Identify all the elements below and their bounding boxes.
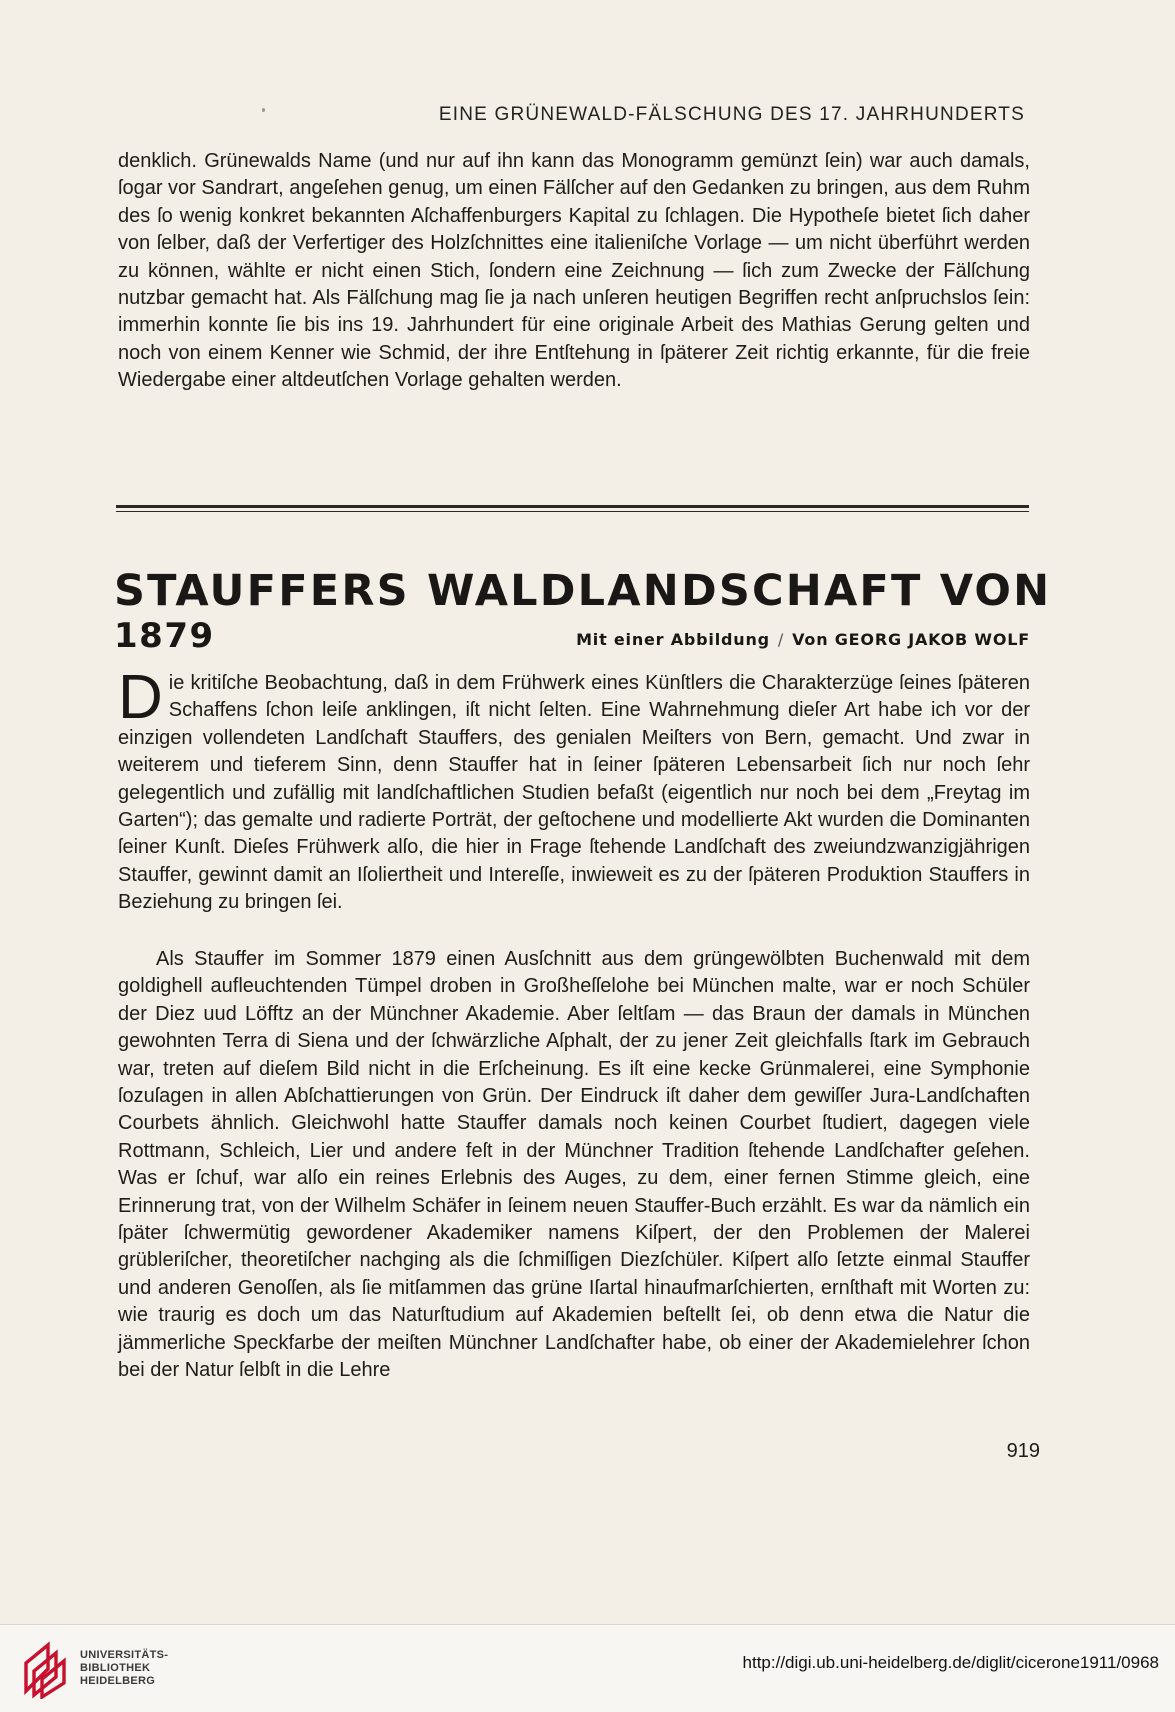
library-footer xyxy=(0,1624,1175,1712)
section-divider xyxy=(116,505,1029,512)
intro-paragraph: denklich. Grünewalds Name (und nur auf ihn kann das Monogramm gemünzt ſein) war auch damals, ſogar vor Sandrart, angeſehen genug, um einen Fälſcher auf den Gedanken zu bringen, aus dem Ruhm des ſo wenig konkret bekannten Aſchaffenburgers Kapital zu ſchlagen. Die Hypotheſe bietet ſich daher von ſelber, daß der Verfertiger des Holzſchnittes eine italieniſche Vorlage — um nicht überführt werden zu können, wählte er nicht einen Stich, ſondern eine Zeichnung — ſich zum Zwecke der Fälſchung nutzbar gemacht hat. Als Fälſchung mag ſie ja nach unſeren heutigen Begriffen recht anſpruchslos ſein: immerhin konnte ſie bis ins 19. Jahrhundert für eine originale Arbeit des Mathias Gerung gelten und noch von einem Kenner wie Schmid, der ihre Entſtehung in ſpäterer Zeit richtig erkannte, für die freie Wiedergabe einer altdeutſchen Vorlage gehalten werden. xyxy=(118,150,1030,392)
article-title-year: 1879 xyxy=(114,616,215,656)
library-name-line-2: BIBLIOTHEK xyxy=(80,1662,151,1674)
author: Von GEORG JAKOB WOLF xyxy=(792,630,1030,649)
running-head: EINE GRÜNEWALD-FÄLSCHUNG DES 17. JAHRHUNDERTS xyxy=(438,104,1025,125)
article-title-second-line xyxy=(114,616,1030,660)
article-title: STAUFFERS WALDLANDSCHAFT VON xyxy=(114,566,1052,616)
source-url[interactable]: http://digi.ub.uni-heidelberg.de/diglit/cicerone1911/0968 xyxy=(742,1653,1159,1672)
body-paragraph-2: Als Stauffer im Sommer 1879 einen Ausſchnitt aus dem grüngewölbten Buchenwald mit dem goldighell aufleuchtenden Tümpel droben in Großheſſelohe bei München malte, war er noch Schüler der Diez uud Löfftz an der Münchner Akademie. Aber ſeltſam — das Braun der damals in München gewohnten Terra di Siena und der ſchwärzliche Aſphalt, der zu jener Zeit gleichfalls ſtark im Gebrauch war, treten auf dieſem Bild nicht in die Erſcheinung. Es iſt eine kecke Grünmalerei, eine Symphonie ſozuſagen in allen Abſchattierungen von Grün. Der Eindruck iſt daher dem gewiſſer Jura-Landſchaften Courbets ähnlich. Gleichwohl hatte Stauffer damals noch keinen Courbet ſtudiert, dagegen viele Rottmann, Schleich, Lier und andere feſt in der Münchner Tradition ſtehende Landſchafter geſehen. Was er ſchuf, war alſo ein reines Erlebnis des Auges, zu dem, einer fernen Stimme gleich, eine Erinnerung trat, von der Wilhelm Schäfer in ſeinem neuen Stauffer-Buch erzählt. Es war da nämlich ein ſpäter ſchwermütig gewordener Akademiker namens Kiſpert, der den Problemen der Malerei grübleriſcher, theoretiſcher nachging als die ſchmiſſigen Diezſchüler. Kiſpert alſo ſetzte einmal Stauffer und anderen Genoſſen, als ſie mitſammen das grüne Iſartal hinaufmarſchierten, ernſthaft mit Worten zu: wie traurig es doch um das Naturſtudium auf Akademien beſtellt ſei, ob denn etwa die Natur die jämmerliche Speckfarbe der meiſten Münchner Landſchafter habe, ob einer der Akademielehrer ſchon bei der Natur ſelbſt in die Lehre xyxy=(118,948,1030,1382)
body-paragraph-1-text: ie kritiſche Beobachtung, daß in dem Frühwerk eines Künſtlers die Charakterzüge ſeines ſpäteren Schaffens ſchon leiſe anklingen, iſt nicht ſelten. Eine Wahrnehmung dieſer Art habe ich vor der einzigen vollendeten Landſchaft Stauffers, des genialen Meiſters von Bern, gemacht. Und zwar in weiterem und tieferem Sinn, denn Stauffer hat in ſeiner ſpäteren Lebensarbeit ſich nur noch ſehr gelegentlich und zufällig mit landſchaftlichen Studien befaßt (eigentlich nur noch bei dem „Freytag im Garten“); das gemalte und radierte Porträt, der geſtochene und modellierte Akt wurden die Dominanten ſeiner Kunſt. Dieſes Frühwerk alſo, die hier in Frage ſtehende Landſchaft des zweiundzwanzigjährigen Stauffer, gewinnt damit an Iſoliertheit und Intereſſe, inwieweit es zu der ſpäteren Produktion Stauffers in Beziehung zu bringen ſei. xyxy=(118,672,1030,914)
library-name xyxy=(80,1649,168,1688)
body-paragraph-1 xyxy=(118,663,1030,917)
library-name-line-1: UNIVERSITÄTS- xyxy=(80,1649,169,1661)
library-logo-icon xyxy=(22,1639,72,1699)
byline-separator: / xyxy=(777,630,785,649)
byline xyxy=(576,630,1030,649)
library-name-line-3: HEIDELBERG xyxy=(80,1675,156,1687)
subtitle: Mit einer Abbildung xyxy=(576,630,770,649)
scan-speck xyxy=(262,108,265,112)
drop-cap: D xyxy=(118,663,163,732)
page-number: 919 xyxy=(1006,1440,1040,1462)
